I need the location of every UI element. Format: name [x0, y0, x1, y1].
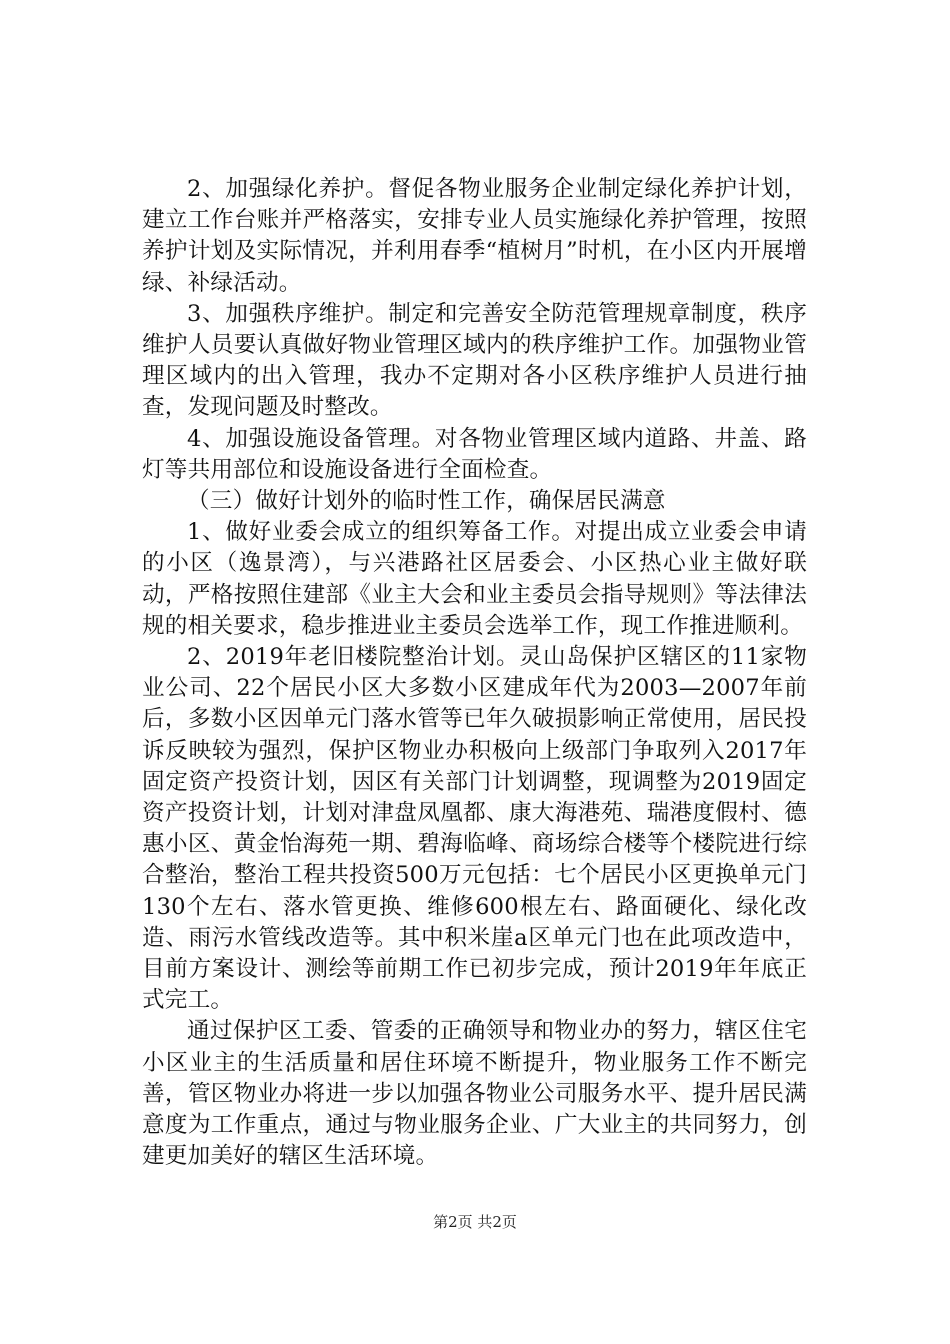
- paragraph-owners-committee: 1、做好业委会成立的组织筹备工作。对提出成立业委会申请的小区（逸景湾），与兴港路社区居委会、小区热心业主做好联动，严格按照住建部《业主大会和业主委员会指导规则》等法律法规的相关要求，稳步推进业主委员会选举工作，现工作推进顺利。: [142, 519, 807, 639]
- document-body: [142, 174, 807, 1173]
- paragraph-conclusion: 通过保护区工委、管委的正确领导和物业办的努力，辖区住宅小区业主的生活质量和居住环境不断提升，物业服务工作不断完善，管区物业办将进一步以加强各物业公司服务水平、提升居民满意度为工作重点，通过与物业服务企业、广大业主的共同努力，创建更加美好的辖区生活环境。: [142, 1018, 807, 1170]
- paragraph-renovation-plan: 2、2019年老旧楼院整治计划。灵山岛保护区辖区的11家物业公司、22个居民小区大多数小区建成年代为2003—2007年前后，多数小区因单元门落水管等已年久破损影响正常使用，居民投诉反映较为强烈，保护区物业办积极向上级部门争取列入2017年固定资产投资计划，因区有关部门计划调整，现调整为2019固定资产投资计划，计划对津盘凤凰都、康大海港苑、瑞港度假村、德惠小区、黄金怡海苑一期、碧海临峰、商场综合楼等个楼院进行综合整治，整治工程共投资500万元包括：七个居民小区更换单元门130个左右、落水管更换、维修600根左右、路面硬化、绿化改造、雨污水管线改造等。其中积米崖a区单元门也在此项改造中，目前方案设计、测绘等前期工作已初步完成，预计2019年年底正式完工。: [142, 644, 807, 1014]
- section-heading-temporary-work: （三）做好计划外的临时性工作，确保居民满意: [187, 488, 666, 515]
- paragraph-greening: 2、加强绿化养护。督促各物业服务企业制定绿化养护计划，建立工作台账并严格落实，安排专业人员实施绿化养护管理，按照养护计划及实际情况，并利用春季“植树月”时机，在小区内开展增绿、补绿活动。: [142, 176, 807, 296]
- paragraph-facility-management: 4、加强设施设备管理。对各物业管理区域内道路、井盖、路灯等共用部位和设施设备进行全面检查。: [142, 425, 807, 483]
- page-footer: 第2页 共2页: [433, 1213, 517, 1231]
- paragraph-order-maintenance: 3、加强秩序维护。制定和完善安全防范管理规章制度，秩序维护人员要认真做好物业管理区域内的秩序维护工作。加强物业管理区域内的出入管理，我办不定期对各小区秩序维护人员进行抽查，发现问题及时整改。: [142, 300, 807, 421]
